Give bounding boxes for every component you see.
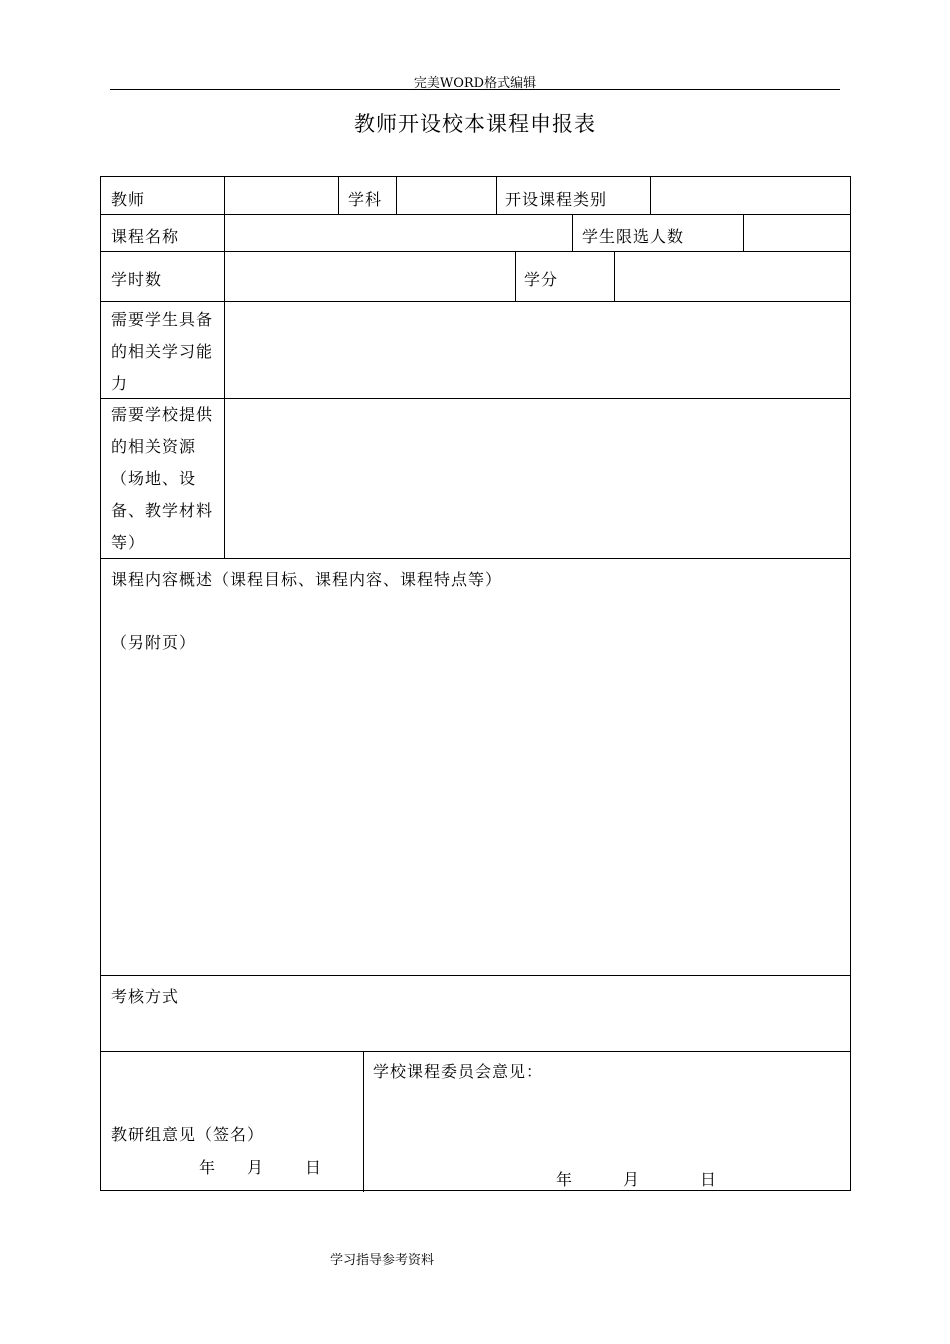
committee-date-day: 日 [700,1170,718,1189]
enrollment-limit-label: 学生限选人数 [582,227,685,246]
assessment-label: 考核方式 [111,987,180,1006]
credits-label: 学分 [524,270,559,289]
committee-date-month: 月 [623,1170,641,1189]
course-category-label: 开设课程类别 [505,190,608,209]
row-divider [101,1051,850,1052]
page-header: 完美WORD格式编辑 [413,76,537,91]
column-divider [515,251,516,301]
hours-field[interactable] [225,251,515,301]
hours-label: 学时数 [111,270,163,289]
row-divider [101,975,850,976]
required-resources-label: 需要学校提供的相关资源（场地、设备、教学材料等） [111,405,214,552]
overview-field[interactable] [101,657,850,975]
teacher-field[interactable] [225,177,338,214]
form-title: 教师开设校本课程申报表 [354,112,596,136]
course-category-field[interactable] [651,177,850,214]
course-name-field[interactable] [225,214,572,251]
assessment-field[interactable] [101,1009,850,1051]
page-footer: 学习指导参考资料 [330,1253,435,1268]
overview-label: 课程内容概述（课程目标、课程内容、课程特点等） [111,570,503,589]
subject-label: 学科 [348,190,383,209]
committee-label: 学校课程委员会意见： [373,1062,544,1081]
required-abilities-label: 需要学生具备的相关学习能力 [111,310,214,393]
required-abilities-field[interactable] [225,301,850,398]
research-group-date-year: 年 [199,1158,217,1177]
column-divider [572,214,573,251]
header-rule [110,89,840,90]
column-divider [338,177,339,214]
committee-opinion-field[interactable] [364,1087,850,1157]
committee-date-year: 年 [556,1170,574,1189]
overview-note: （另附页） [111,633,197,652]
research-group-date-day: 日 [305,1158,323,1177]
application-form-table [100,176,851,1191]
research-group-date-month: 月 [247,1158,265,1177]
column-divider [496,177,497,214]
subject-field[interactable] [397,177,496,214]
credits-field[interactable] [615,251,850,301]
enrollment-limit-field[interactable] [744,214,850,251]
teacher-label: 教师 [111,190,146,209]
required-resources-field[interactable] [225,398,850,558]
course-name-label: 课程名称 [111,227,180,246]
research-group-label: 教研组意见（签名） [111,1125,265,1144]
